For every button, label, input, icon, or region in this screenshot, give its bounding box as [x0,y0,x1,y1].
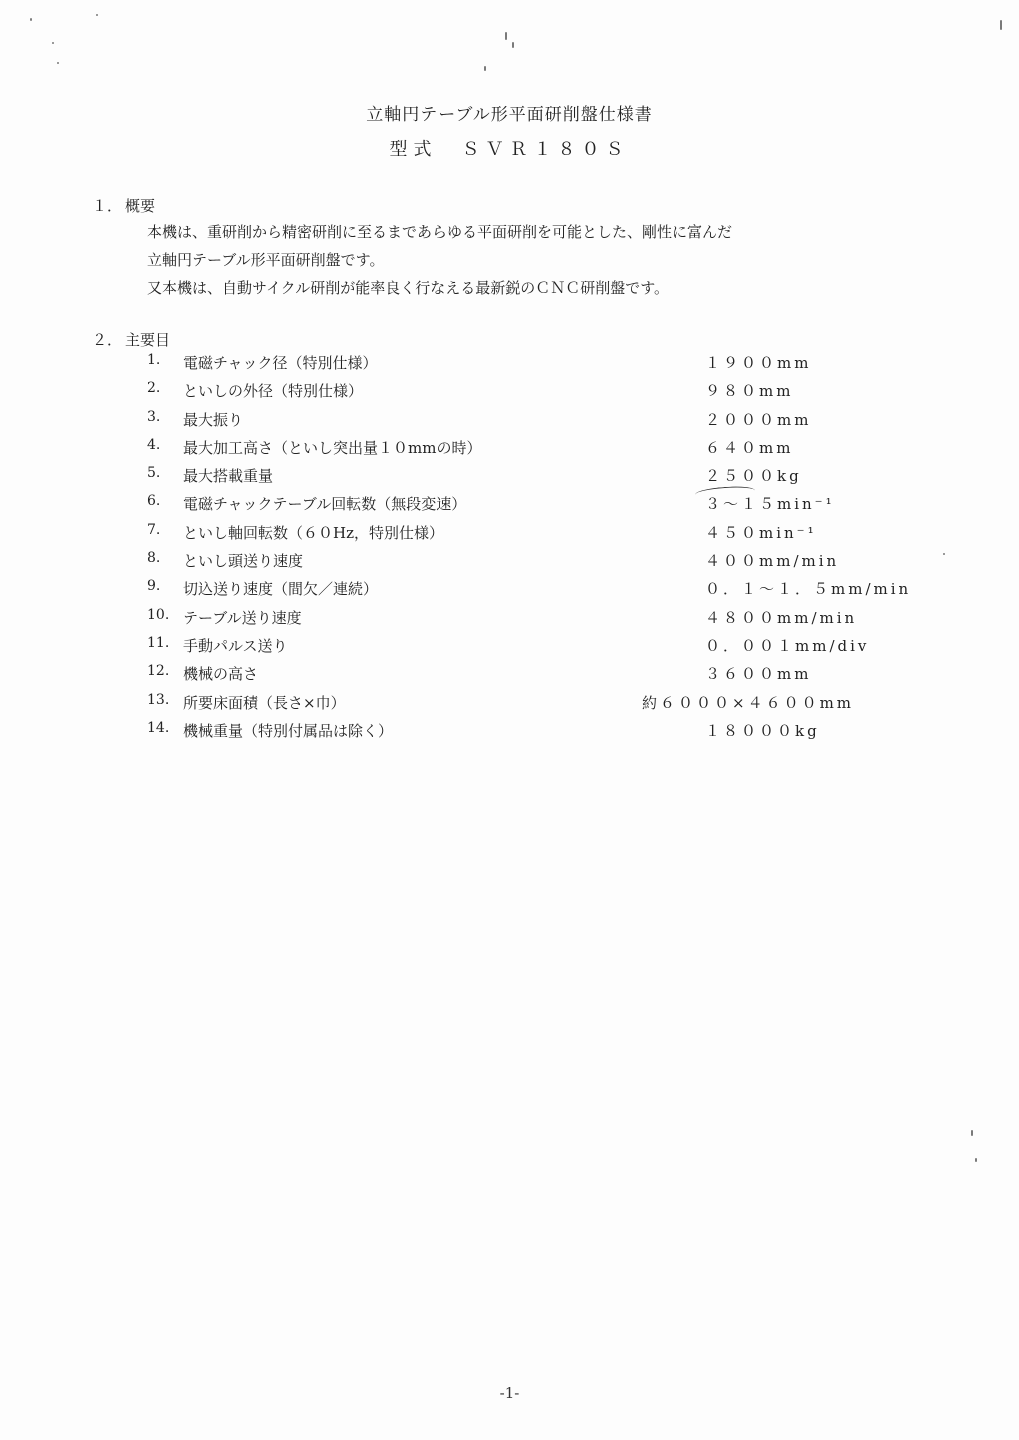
section-number: ２． [92,331,123,349]
spec-number: 1. [147,352,161,368]
spec-value: ０．１～１．５mm/min [705,580,912,599]
overview-paragraph [147,218,897,302]
spec-value: ３６００mm [705,665,812,684]
spec-label: 切込送り速度（間欠／連続） [183,580,379,599]
scan-speck [505,32,507,40]
spec-number: 8. [147,550,161,567]
scan-speck [57,62,59,64]
spec-number: 13. [147,691,170,708]
spec-label: 最大搭載重量 [183,467,274,486]
spec-number: 9. [147,578,161,595]
scan-speck [1000,20,1002,30]
section-title: 主要目 [125,331,171,349]
scan-speck [30,18,32,21]
spec-value: ９８０mm [705,382,794,401]
spec-label: といし軸回転数（６０Hz，特別仕様） [183,523,444,542]
spec-number: 3. [147,408,161,425]
spec-number: 10. [147,606,170,623]
spec-number: 12. [147,663,170,680]
spec-label: 機械重量（特別付属品は除く） [183,721,394,740]
section-specs-heading [92,329,170,350]
model-designation: 型式 ＳＶＲ１８０Ｓ [389,139,630,160]
spec-number: 14. [147,719,170,736]
page-number: -1- [499,1384,520,1402]
spec-value: １８０００kg [705,721,820,740]
spec-number: 11. [147,634,170,651]
spec-label: 電磁チャックテーブル回転数（無段変速） [183,495,467,514]
section-overview-heading [92,195,155,216]
spec-number: 4. [147,436,161,453]
spec-row [147,692,887,720]
spec-list [147,352,912,748]
spec-value: ６４０mm [705,438,794,457]
spec-row [147,465,887,493]
spec-row [147,380,887,408]
spec-value: ２０００mm [705,410,812,429]
spec-value: ４００mm/min [705,552,840,571]
spec-row [147,607,887,635]
spec-value: 約６０００×４６００mm [642,693,855,712]
spec-number: 6. [147,493,161,510]
spec-label: テーブル送り速度 [183,608,302,627]
scan-speck [971,1130,973,1136]
scan-speck [484,66,486,71]
spec-label: 手動パルス送り [183,636,288,655]
spec-row [147,635,887,663]
overview-line: 立軸円テーブル形平面研削盤です。 [147,251,385,269]
spec-value: ０．００１mm/div [705,636,870,655]
spec-label: といしの外径（特別仕様） [183,382,364,401]
spec-value: ３～１５min⁻¹ [705,495,835,514]
spec-row [147,550,887,578]
scan-speck [52,42,54,44]
spec-label: といし頭送り速度 [183,552,304,571]
overview-line: 本機は、重研削から精密研削に至るまであらゆる平面研削を可能とした、剛性に富んだ [147,223,733,241]
scan-speck [943,553,945,555]
spec-row [147,522,887,550]
spec-value: ４８００mm/min [705,608,858,627]
spec-row [147,720,887,748]
spec-value: ４５０min⁻¹ [705,523,817,542]
scan-speck [96,14,98,16]
spec-row [147,493,887,521]
spec-label: 電磁チャック径（特別仕様） [183,354,378,372]
spec-row [147,437,887,465]
scan-speck [975,1158,977,1162]
spec-number: 2. [147,380,161,397]
spec-value: １９００mm [705,354,812,372]
overview-line: 又本機は、自動サイクル研削が能率良く行なえる最新鋭のＣＮＣ研削盤です。 [147,279,670,297]
document-title: 立軸円テーブル形平面研削盤仕様書 [366,105,653,125]
spec-value: ２５００kg [705,467,802,486]
section-title: 概要 [125,197,156,215]
spec-row [147,409,887,437]
spec-number: 7. [147,521,161,538]
spec-row [147,578,912,606]
spec-number: 5. [147,465,161,482]
spec-label: 最大加工高さ（といし突出量１０mmの時） [183,438,482,457]
section-number: １． [92,197,123,215]
scan-speck [512,42,514,48]
spec-label: 機械の高さ [183,665,259,684]
spec-row [147,352,887,380]
spec-label: 所要床面積（長さ×巾） [183,693,346,712]
spec-row [147,663,887,691]
spec-label: 最大振り [183,410,244,429]
